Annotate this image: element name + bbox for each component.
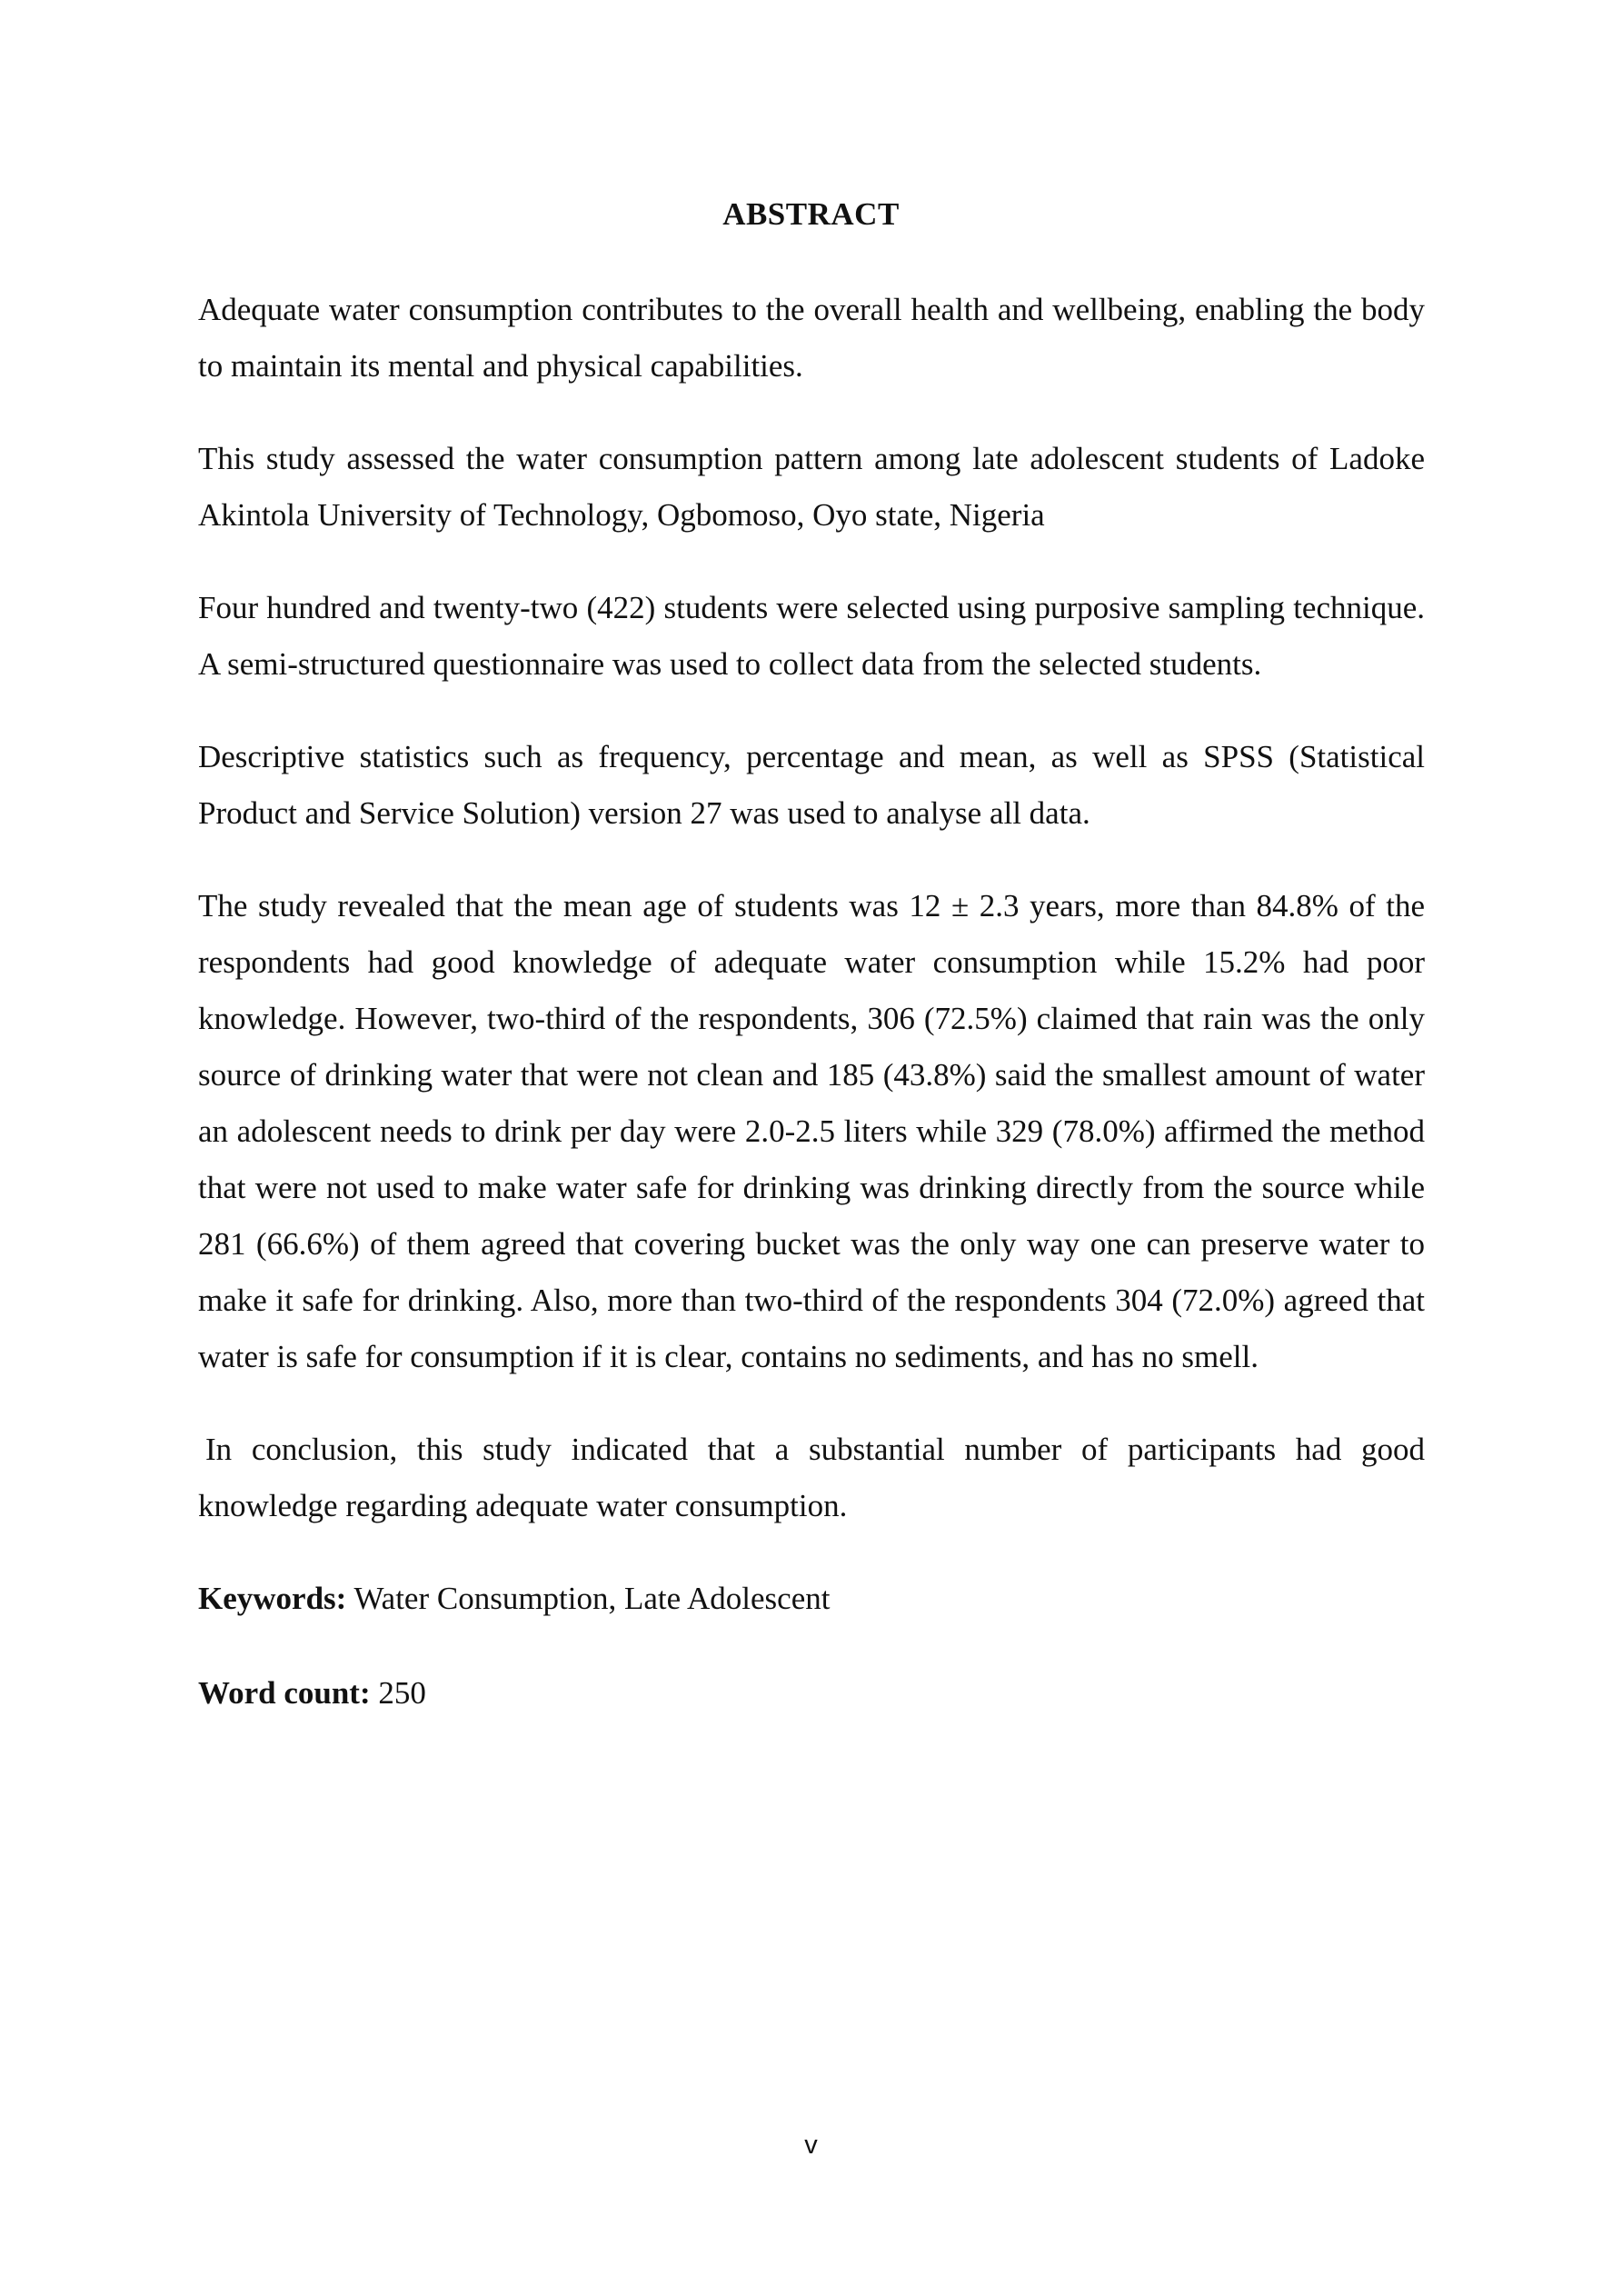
abstract-paragraph-sample: Four hundred and twenty-two (422) students were selected using purposive sampling technique. A semi-structured questionnaire was used to collect data from the selected students. <box>198 590 1425 682</box>
keywords-value: Water Consumption, Late Adolescent <box>353 1581 831 1616</box>
word-count-line <box>198 1665 1425 1722</box>
abstract-paragraph-intro: Adequate water consumption contributes to the overall health and wellbeing, enabling the body to maintain its mental and physical capabilities. <box>198 292 1425 384</box>
word-count-label: Word count: <box>198 1675 371 1711</box>
keywords-line <box>198 1571 1425 1627</box>
abstract-heading: ABSTRACT <box>722 196 900 232</box>
word-count-value: 250 <box>378 1675 426 1711</box>
abstract-paragraph-results: The study revealed that the mean age of students was 12 ± 2.3 years, more than 84.8% of the respondents had good knowledge of adequate water consumption while 15.2% had poor knowledge. However, two-third of the respondents, 306 (72.5%) claimed that rain was the only source of drinking water that were not clean and 185 (43.8%) said the smallest amount of water an adolescent needs to drink per day were 2.0-2.5 liters while 329 (78.0%) affirmed the method that were not used to make water safe for drinking was drinking directly from the source while 281 (66.6%) of them agreed that covering bucket was the only way one can preserve water to make it safe for drinking. Also, more than two-third of the respondents 304 (72.0%) agreed that water is safe for consumption if it is clear, contains no sediments, and has no smell. <box>198 888 1425 1374</box>
abstract-paragraph-conclusion: In conclusion, this study indicated that a substantial number of participants had good knowledge regarding adequate water consumption. <box>198 1432 1425 1523</box>
abstract-paragraph-analysis: Descriptive statistics such as frequency, percentage and mean, as well as SPSS (Statistical Product and Service Solution) version 27 was used to analyse all data. <box>198 739 1425 831</box>
abstract-paragraph-aim: This study assessed the water consumption pattern among late adolescent students of Ladoke Akintola University of Technology, Ogbomoso, Oyo state, Nigeria <box>198 441 1425 533</box>
abstract-body <box>198 282 1425 1760</box>
keywords-label: Keywords: <box>198 1581 347 1616</box>
page-number: v <box>804 2131 818 2160</box>
